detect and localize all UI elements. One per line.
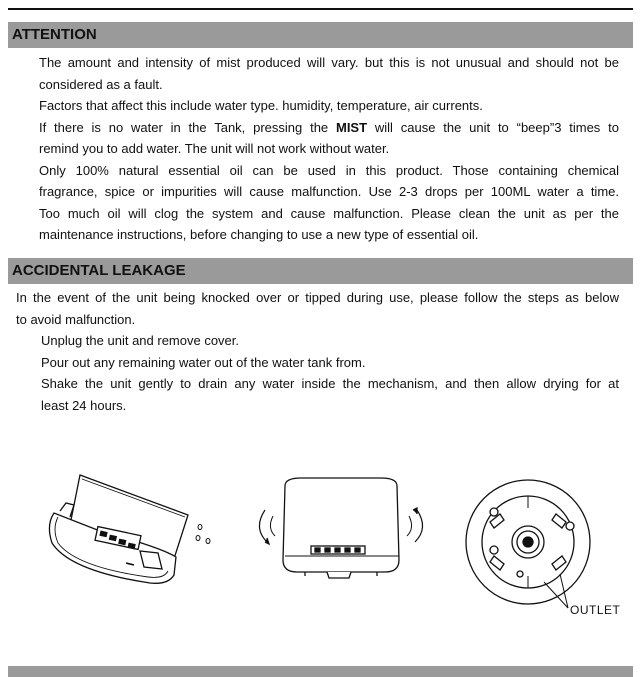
leakage-step: Shake the unit gently to drain any water inside the mechanism, and then allow drying for at: [41, 376, 619, 391]
leakage-steps: [41, 330, 619, 416]
attention-line-mist: If there is no water in the Tank, pressing the MIST will cause the unit to “beep”3 times to: [39, 119, 619, 135]
leakage-step: least 24 hours.: [41, 397, 127, 413]
attention-line: Factors that affect this include water type. humidity, temperature, air currents.: [39, 98, 483, 113]
attention-line: fragrance, spice or impurities will cause malfunction. Use 2-3 drops per 100ML water a time.: [39, 184, 619, 199]
attention-text: [39, 52, 619, 246]
attention-heading-bar: [8, 22, 633, 48]
top-rule: [8, 8, 633, 10]
leakage-step: Pour out any remaining water out of the water tank from.: [41, 354, 366, 370]
leakage-step: Unplug the unit and remove cover.: [41, 333, 240, 348]
attention-line: The amount and intensity of mist produced will vary. but this is not unusual and should not be: [39, 55, 619, 70]
attention-heading: ATTENTION: [12, 26, 97, 43]
attention-line: Only 100% natural essential oil can be used in this product. Those containing chemical: [39, 162, 619, 178]
leakage-heading: ACCIDENTAL LEAKAGE: [12, 262, 186, 279]
tipped-unit-illustration: [40, 465, 230, 595]
attention-line: maintenance instructions, before changing to use a new type of essential oil.: [39, 227, 479, 242]
leakage-intro-line: In the event of the unit being knocked over or tipped during use, please follow the steps as below: [16, 290, 619, 305]
outlet-label: OUTLET: [570, 603, 621, 617]
bottom-view-illustration: [460, 478, 610, 618]
attention-line: considered as a fault.: [39, 76, 163, 92]
attention-line: remind you to add water. The unit will not work without water.: [39, 141, 390, 156]
attention-line: Too much oil will clog the system and cause malfunction. Please clean the unit as per the: [39, 205, 619, 221]
mist-button-label: MIST: [335, 119, 368, 135]
leakage-heading-bar: [8, 258, 633, 284]
shaking-unit-illustration: [245, 472, 435, 582]
bottom-heading-bar: [8, 666, 633, 677]
leakage-intro-line: to avoid malfunction.: [16, 311, 136, 327]
leakage-intro: [16, 287, 619, 330]
